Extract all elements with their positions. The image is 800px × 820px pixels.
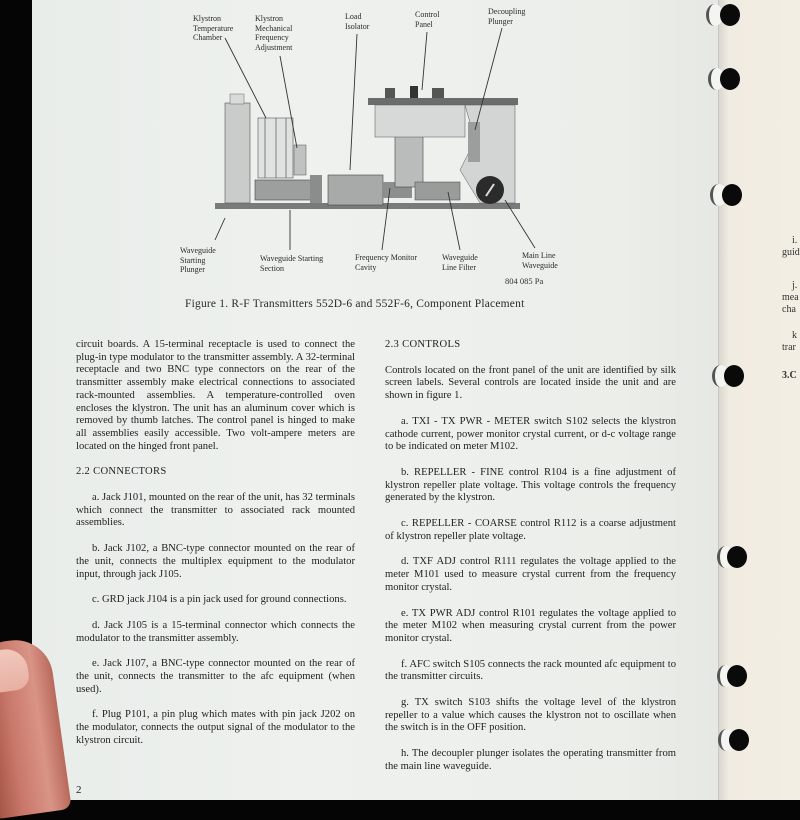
label-load-isolator: Load Isolator [345,12,370,31]
label-waveguide-line-filter: Waveguide Line Filter [442,253,478,272]
intro-paragraph: circuit boards. A 15-terminal receptacle is used to connect the plug-in type modulator to the transmitter assembly. A 32-terminal receptacle and two BNC type connectors on the rear of the transmitter assembly make electrical connections to associated rack-mounted assemblies. A temperature-controlled oven encloses the klystron. The unit has an aluminum cover which is removed by thumb latches. The control panel is hinged to make all assemblies easily accessible. Two volt-ampere meters are located on the hinged front panel. [76,339,355,452]
label-klystron-temperature-chamber: Klystron Temperature Chamber [193,14,234,42]
section-heading-controls: 2.3 CONTROLS [385,339,461,350]
control-item-g: g. TX switch S103 shifts the voltage level of the klystron repeller to a value which causes the klystron not to oscillate when the switch is in the OFF position. [385,697,676,734]
connector-item-a: a. Jack J101, mounted on the rear of the unit, has 32 terminals which connect the transmitter to associated rack mounted assemblies. [76,492,355,529]
label-frequency-monitor-cavity: Frequency Monitor Cavity [355,253,417,272]
connector-item-e: e. Jack J107, a BNC-type connector mounted on the rear of the unit, connects the transmitter to the afc equipment (when used). [76,658,355,695]
connector-item-c: c. GRD jack J104 is a pin jack used for ground connections. [92,594,347,606]
page-number: 2 [76,784,82,796]
right-column [385,339,676,787]
control-item-e: e. TX PWR ADJ control R101 regulates the voltage applied to the meter M102 when measuring crystal current from the power monitor crystal. [385,607,676,644]
label-waveguide-starting-plunger: Waveguide Starting Plunger [180,246,216,274]
control-item-a: a. TXI - TX PWR - METER switch S102 selects the klystron cathode current, power monitor crystal current, or d-c voltage range to be indicated on meter M102. [385,415,676,453]
label-klystron-mechanical-frequency-adjustment: Klystron Mechanical Frequency Adjustment [255,14,293,52]
control-item-f: f. AFC switch S105 connects the rack mounted afc equipment to the transmitter circuits. [385,658,676,683]
control-item-b: b. REPELLER - FINE control R104 is a fine adjustment of klystron repeller plate voltage. This voltage controls the frequency generated by the klystron. [385,466,676,504]
figure-code: 804 085 Pa [505,276,544,286]
label-decoupling-plunger: Decoupling Plunger [488,7,526,26]
controls-intro: Controls located on the front panel of the unit are identified by silk screen labels. Several controls are located inside the unit and are shown in figure 1. [385,364,676,402]
section-heading-connectors: 2.2 CONNECTORS [76,466,167,478]
connector-item-f: f. Plug P101, a pin plug which mates with pin jack J202 on the modulator, connects the output signal of the modulator to the klystron circuit. [76,709,355,746]
control-item-d: d. TXF ADJ control R111 regulates the voltage applied to the meter M101 used to measure crystal current from the frequency monitor crystal. [385,556,676,593]
left-column [76,339,355,761]
control-item-h: h. The decoupler plunger isolates the operating transmitter from the main line waveguide. [385,748,676,772]
figure-caption: Figure 1. R-F Transmitters 552D-6 and 552F-6, Component Placement [185,298,525,310]
connector-item-b: b. Jack J102, a BNC-type connector mounted on the rear of the unit, connects the multiplex equipment to the modulator input, through jack J105. [76,543,355,580]
label-main-line-waveguide: Main Line Waveguide [522,251,558,270]
label-waveguide-starting-section: Waveguide Starting Section [260,254,324,273]
connector-item-d: d. Jack J105 is a 15-terminal connector which connects the modulator to the transmitter assembly. [76,619,355,644]
label-control-panel: Control Panel [415,10,440,29]
control-item-c: c. REPELLER - COARSE control R112 is a coarse adjustment of klystron repeller plate voltage. [385,518,676,542]
